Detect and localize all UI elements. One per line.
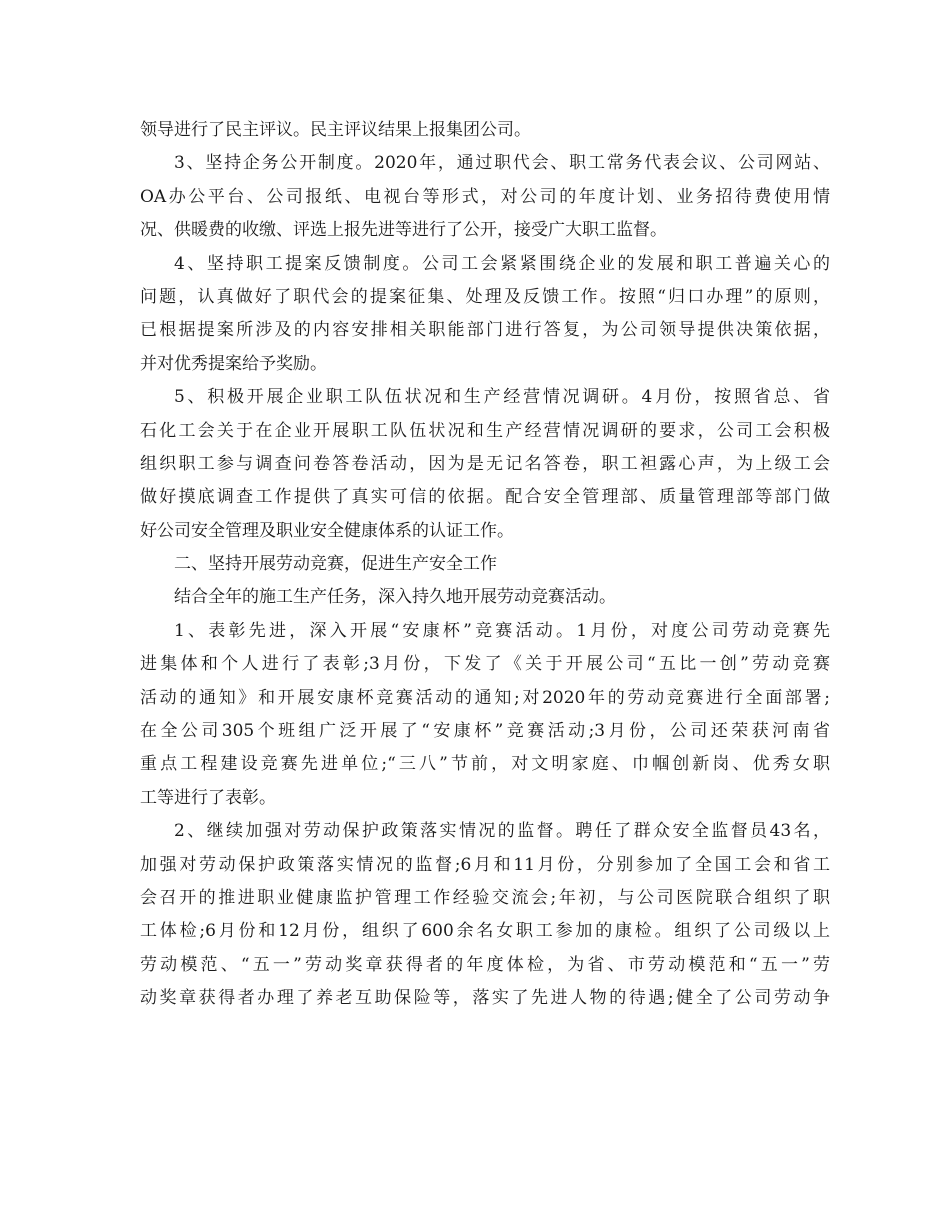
- text-line: 工等进行了表彰。: [140, 787, 276, 808]
- text-line: 并对优秀提案给予奖励。: [140, 353, 327, 374]
- text-line: 劳动模范、“五一”劳动奖章获得者的年度体检，为省、市劳动模范和“五一”劳: [140, 954, 830, 975]
- text-line: 5、积极开展企业职工队伍状况和生产经营情况调研。4月份，按照省总、省: [174, 387, 830, 408]
- text-line: 领导进行了民主评议。民主评议结果上报集团公司。: [140, 120, 531, 140]
- document-page: [140, 114, 830, 1114]
- paragraph-item-5: [140, 381, 830, 548]
- text-line: 加强对劳动保护政策落实情况的监督;6月和11月份，分别参加了全国工会和省工: [140, 854, 830, 875]
- paragraph-item-3: [140, 147, 830, 247]
- text-line: 4、坚持职工提案反馈制度。公司工会紧紧围绕企业的发展和职工普遍关心的: [174, 253, 830, 274]
- text-line: 况、供暖费的收缴、评选上报先进等进行了公开，接受广大职工监督。: [140, 220, 667, 241]
- paragraph-section-intro: [140, 581, 830, 614]
- text-line: 2、继续加强对劳动保护政策落实情况的监督。聘任了群众安全监督员43名，: [174, 821, 830, 842]
- text-line: 重点工程建设竞赛先进单位;“三八”节前，对文明家庭、巾帼创新岗、优秀女职: [140, 754, 830, 775]
- text-line: 3、坚持企务公开制度。2020年，通过职代会、职工常务代表会议、公司网站、: [174, 153, 830, 174]
- text-line: 会召开的推进职业健康监护管理工作经验交流会;年初，与公司医院联合组织了职: [140, 887, 830, 908]
- text-line: 工体检;6月份和12月份，组织了600余名女职工参加的康检。组织了公司级以上: [140, 921, 830, 942]
- text-line: 动奖章获得者办理了养老互助保险等，落实了先进人物的待遇;健全了公司劳动争: [140, 988, 830, 1009]
- text-line: 问题，认真做好了职代会的提案征集、处理及反馈工作。按照“归口办理”的原则，: [140, 286, 830, 307]
- text-line: 结合全年的施工生产任务，深入持久地开展劳动竞赛活动。: [174, 587, 616, 608]
- text-line: 石化工会关于在企业开展职工队伍状况和生产经营情况调研的要求，公司工会积极: [140, 420, 830, 441]
- text-line: 进集体和个人进行了表彰;3月份，下发了《关于开展公司“五比一创”劳动竞赛: [140, 654, 830, 675]
- section-heading-2: [140, 548, 830, 581]
- paragraph-continuation: [140, 114, 830, 147]
- text-line: 好公司安全管理及职业安全健康体系的认证工作。: [140, 520, 514, 541]
- text-line: OA办公平台、公司报纸、电视台等形式，对公司的年度计划、业务招待费使用情: [140, 186, 830, 207]
- text-line: 1、表彰先进，深入开展“安康杯”竞赛活动。1月份，对度公司劳动竞赛先: [174, 620, 830, 641]
- text-line: 做好摸底调查工作提供了真实可信的依据。配合安全管理部、质量管理部等部门做: [140, 487, 830, 508]
- paragraph-item-4: [140, 248, 830, 382]
- text-line: 组织职工参与调查问卷答卷活动，因为是无记名答卷，职工袒露心声，为上级工会: [140, 453, 830, 474]
- section-heading: 二、坚持开展劳动竞赛，促进生产安全工作: [174, 554, 497, 575]
- text-line: 在全公司305个班组广泛开展了“安康杯”竞赛活动;3月份，公司还荣获河南省: [140, 721, 830, 742]
- paragraph-item-2: [140, 815, 830, 1015]
- paragraph-item-1: [140, 615, 830, 815]
- text-line: 活动的通知》和开展安康杯竞赛活动的通知;对2020年的劳动竞赛进行全面部署;: [140, 687, 830, 708]
- text-line: 已根据提案所涉及的内容安排相关职能部门进行答复，为公司领导提供决策依据，: [140, 320, 830, 341]
